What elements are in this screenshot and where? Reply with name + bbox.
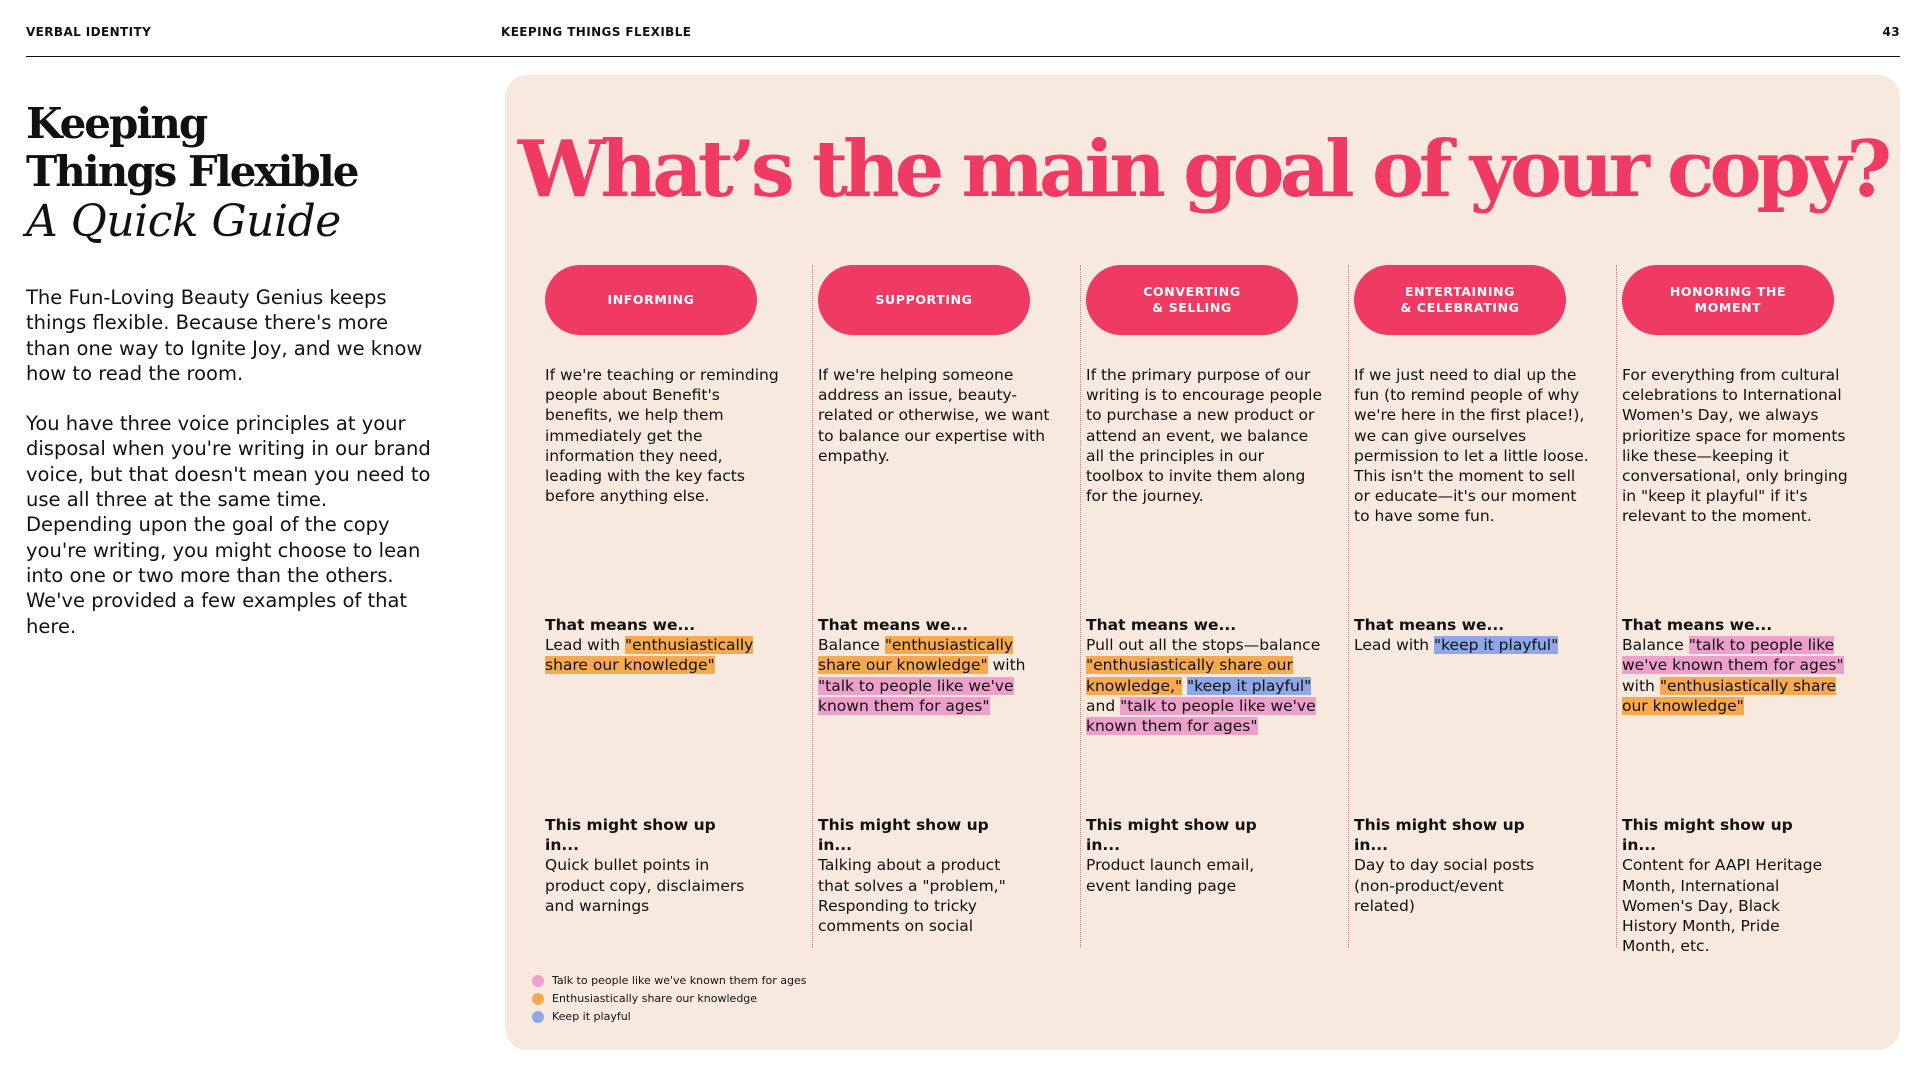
means-block <box>1086 615 1324 736</box>
means-text: Lead with "keep it playful" <box>1354 636 1559 655</box>
section-label: VERBAL IDENTITY <box>26 25 152 39</box>
shows-heading: This might show up in... <box>818 816 989 855</box>
highlight-pink: "talk to people like we've known them for ages" <box>818 676 1014 715</box>
means-block <box>545 615 783 676</box>
means-block <box>818 615 1056 716</box>
shows-text: Talking about a product that solves a "problem," Responding to tricky comments on social <box>818 856 1006 936</box>
highlight-pink: "talk to people like we've known them for ages" <box>1086 696 1316 736</box>
shows-block <box>545 815 755 916</box>
shows-block <box>1622 815 1832 956</box>
goal-pill <box>1086 265 1298 335</box>
means-text: Pull out all the stops—balance "enthusiastically share our knowledge," "keep it playful" and "talk to people like we've known them for ages" <box>1086 636 1321 736</box>
shows-text: Product launch email, event landing page <box>1086 856 1255 895</box>
means-text: Lead with "enthusiastically share our knowledge" <box>545 636 754 675</box>
shows-heading: This might show up in... <box>1354 816 1525 855</box>
highlight-orange: "enthusiastically share our knowledge" <box>545 636 754 675</box>
legend-label: Keep it playful <box>552 1010 631 1023</box>
legend-item <box>532 990 806 1008</box>
legend-item <box>532 972 806 990</box>
page-number: 43 <box>1882 25 1900 39</box>
goal-description: For everything from cultural celebrations to International Women's Day, we always prioritize space for moments like these—keeping it conversational, only bringing in "keep it playful" if it's relevant to the moment. <box>1622 366 1848 526</box>
goal-column-honoring <box>1622 265 1890 956</box>
goal-label: INFORMING <box>607 292 695 307</box>
goal-pill <box>818 265 1030 335</box>
goal-label: HONORING THE MOMENT <box>1669 284 1787 315</box>
means-heading: That means we... <box>1086 616 1237 634</box>
pink-dot-icon <box>532 975 544 987</box>
means-text: Balance "talk to people like we've known them for ages" with "enthusiastically share our knowledge" <box>1622 636 1844 715</box>
intro-paragraph-1: The Fun-Loving Beauty Genius keeps things flexible. Because there's more than one way to Ignite Joy, and we know how to read the room. <box>26 286 423 385</box>
shows-block <box>1354 815 1564 916</box>
highlight-orange: "enthusiastically share our knowledge" <box>818 636 1014 675</box>
goal-pill <box>1622 265 1834 335</box>
means-text: Balance "enthusiastically share our knowledge" with "talk to people like we've known them for ages" <box>818 636 1026 715</box>
legend <box>532 972 806 1026</box>
goal-description: If we're helping someone address an issue, beauty-related or otherwise, we want to balance our expertise with empathy. <box>818 366 1050 465</box>
title-line-1: Keeping <box>26 99 207 148</box>
means-block <box>1354 615 1592 655</box>
goal-pill <box>545 265 757 335</box>
goal-description: If the primary purpose of our writing is to encourage people to purchase a new product or attend an event, we balance all the principles in our toolbox to invite them along for the journey. <box>1086 366 1323 506</box>
legend-label: Talk to people like we've known them for ages <box>552 974 807 987</box>
highlight-orange: "enthusiastically share our knowledge," <box>1086 656 1293 695</box>
goal-column-supporting <box>818 265 1086 947</box>
legend-item <box>532 1008 806 1026</box>
guide-panel <box>505 75 1900 1050</box>
means-heading: That means we... <box>1622 616 1773 634</box>
title-subtitle: A Quick Guide <box>26 196 341 247</box>
goal-description: If we just need to dial up the fun (to remind people of why we're here in the first place!), we can give ourselves permission to let a little loose. This isn't the moment to sell or educate—it's our moment to have some fun. <box>1354 366 1589 526</box>
means-heading: That means we... <box>545 616 696 634</box>
shows-heading: This might show up in... <box>545 816 716 855</box>
goal-label: ENTERTAINING & CELEBRATING <box>1400 284 1520 315</box>
highlight-orange: "enthusiastically share our knowledge" <box>1622 676 1837 715</box>
goal-column-informing <box>545 265 813 947</box>
shows-text: Quick bullet points in product copy, disclaimers and warnings <box>545 856 745 915</box>
shows-heading: This might show up in... <box>1622 816 1793 855</box>
shows-heading: This might show up in... <box>1086 816 1257 855</box>
subsection-label: KEEPING THINGS FLEXIBLE <box>501 25 692 39</box>
page-title <box>26 100 426 248</box>
means-heading: That means we... <box>818 616 969 634</box>
goal-column-entertaining <box>1354 265 1622 947</box>
shows-block <box>818 815 1028 936</box>
shows-text: Content for AAPI Heritage Month, International Women's Day, Black History Month, Pride Month, etc. <box>1622 856 1823 956</box>
means-heading: That means we... <box>1354 616 1505 634</box>
highlight-pink: "talk to people like we've known them for ages" <box>1622 636 1844 675</box>
intro-text <box>26 285 436 664</box>
intro-paragraph-2: You have three voice principles at your disposal when you're writing in our brand voice, but that doesn't mean you need to use all three at the same time. Depending upon the goal of the copy you're writing, you might choose to lean into one or two more than the others. We've provided a few examples of that here. <box>26 412 431 638</box>
goal-pill <box>1354 265 1566 335</box>
goal-label: SUPPORTING <box>875 292 973 307</box>
legend-label: Enthusiastically share our knowledge <box>552 992 758 1005</box>
goal-label: CONVERTING & SELLING <box>1143 284 1241 315</box>
means-block <box>1622 615 1860 716</box>
highlight-blue: "keep it playful" <box>1433 636 1559 655</box>
shows-block <box>1086 815 1296 896</box>
title-line-2: Things Flexible <box>26 147 358 196</box>
highlight-blue: "keep it playful" <box>1187 676 1312 695</box>
goal-description: If we're teaching or reminding people about Benefit's benefits, we help them immediately get the information they need, leading with the key facts before anything else. <box>545 366 779 506</box>
shows-text: Day to day social posts (non-product/event related) <box>1354 856 1535 915</box>
blue-dot-icon <box>532 1011 544 1023</box>
goal-column-converting <box>1086 265 1354 947</box>
orange-dot-icon <box>532 993 544 1005</box>
panel-headline: What’s the main goal of your copy? <box>517 124 1888 215</box>
page-header <box>26 25 1900 57</box>
